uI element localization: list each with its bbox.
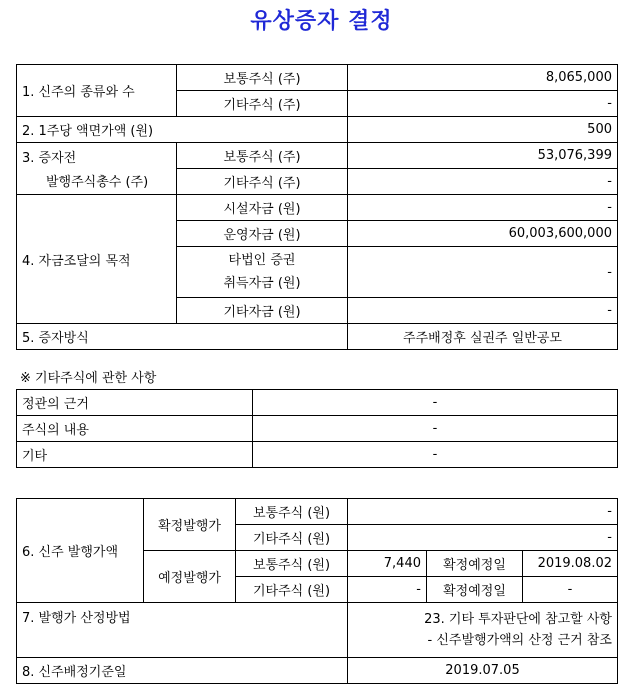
value-cell: - [253,442,618,468]
value-cell: - [253,416,618,442]
sub-label: 기타주식 (원) [236,577,348,603]
value-cell [348,603,618,658]
value-cell: 주주배정후 실권주 일반공모 [348,324,618,350]
table-row [17,117,618,143]
table-row [17,390,618,416]
value-cell: - [348,195,618,221]
sub-label: 보통주식 (원) [236,551,348,577]
row-label: 주식의 내용 [17,416,253,442]
sub-label: 시설자금 (원) [177,195,348,221]
sub-label: 기타주식 (원) [236,525,348,551]
value-cell: 500 [348,117,618,143]
table-row [17,499,618,525]
value-cell: - [348,169,618,195]
sub-label: 보통주식 (원) [236,499,348,525]
row-label: 8. 신주배정기준일 [17,658,348,684]
value-line2: - 신주발행가액의 산정 근거 참조 [427,633,612,648]
sub-label: 기타자금 (원) [177,298,348,324]
value-cell: - [348,577,427,603]
row-label: 기타 [17,442,253,468]
capital-increase-table [16,64,618,350]
group-label: 예정발행가 [144,551,236,603]
issue-price-table [16,498,618,684]
sub-label: 보통주식 (주) [177,143,348,169]
date-label: 확정예정일 [427,577,523,603]
table-row [17,324,618,350]
date-value: 2019.08.02 [523,551,618,577]
value-cell: - [348,525,618,551]
value-cell: 8,065,000 [348,65,618,91]
value-cell: - [348,91,618,117]
row-label: 6. 신주 발행가액 [17,499,144,603]
value-cell: - [348,298,618,324]
row-label: 1. 신주의 종류와 수 [17,65,177,117]
group-label: 확정발행가 [144,499,236,551]
sub-label: 보통주식 (주) [177,65,348,91]
value-cell: - [253,390,618,416]
sub-label-line1: 타법인 증권 [228,253,296,268]
date-value: - [523,577,618,603]
table-row [17,65,618,91]
table-row [17,442,618,468]
value-cell: - [348,499,618,525]
table-row [17,658,618,684]
value-line1: 23. 기타 투자판단에 참고할 사항 [424,612,612,627]
row-label: 2. 1주당 액면가액 (원) [17,117,348,143]
page-title: 유상증자 결정 [250,9,393,34]
row-label-line2: 발행주식총수 (주) [46,175,149,190]
row-label: 7. 발행가 산정방법 [17,603,348,658]
sub-label: 기타주식 (주) [177,91,348,117]
value-cell: 7,440 [348,551,427,577]
value-cell: 2019.07.05 [348,658,618,684]
other-stock-table [16,389,618,468]
table-row [17,603,618,658]
sub-label-line2: 취득자금 (원) [223,276,301,291]
date-label: 확정예정일 [427,551,523,577]
value-cell: 53,076,399 [348,143,618,169]
sub-label [177,247,348,298]
row-label-line1: 3. 증자전 [22,151,77,166]
value-cell: 60,003,600,000 [348,221,618,247]
row-label: 4. 자금조달의 목적 [17,195,177,324]
table-row [17,416,618,442]
other-stock-note: ※ 기타주식에 관한 사항 [20,371,157,386]
sub-label: 기타주식 (주) [177,169,348,195]
table-row [17,195,618,221]
value-cell: - [348,247,618,298]
table-row [17,143,618,169]
row-label [17,143,177,195]
sub-label: 운영자금 (원) [177,221,348,247]
row-label: 정관의 근거 [17,390,253,416]
row-label: 5. 증자방식 [17,324,348,350]
